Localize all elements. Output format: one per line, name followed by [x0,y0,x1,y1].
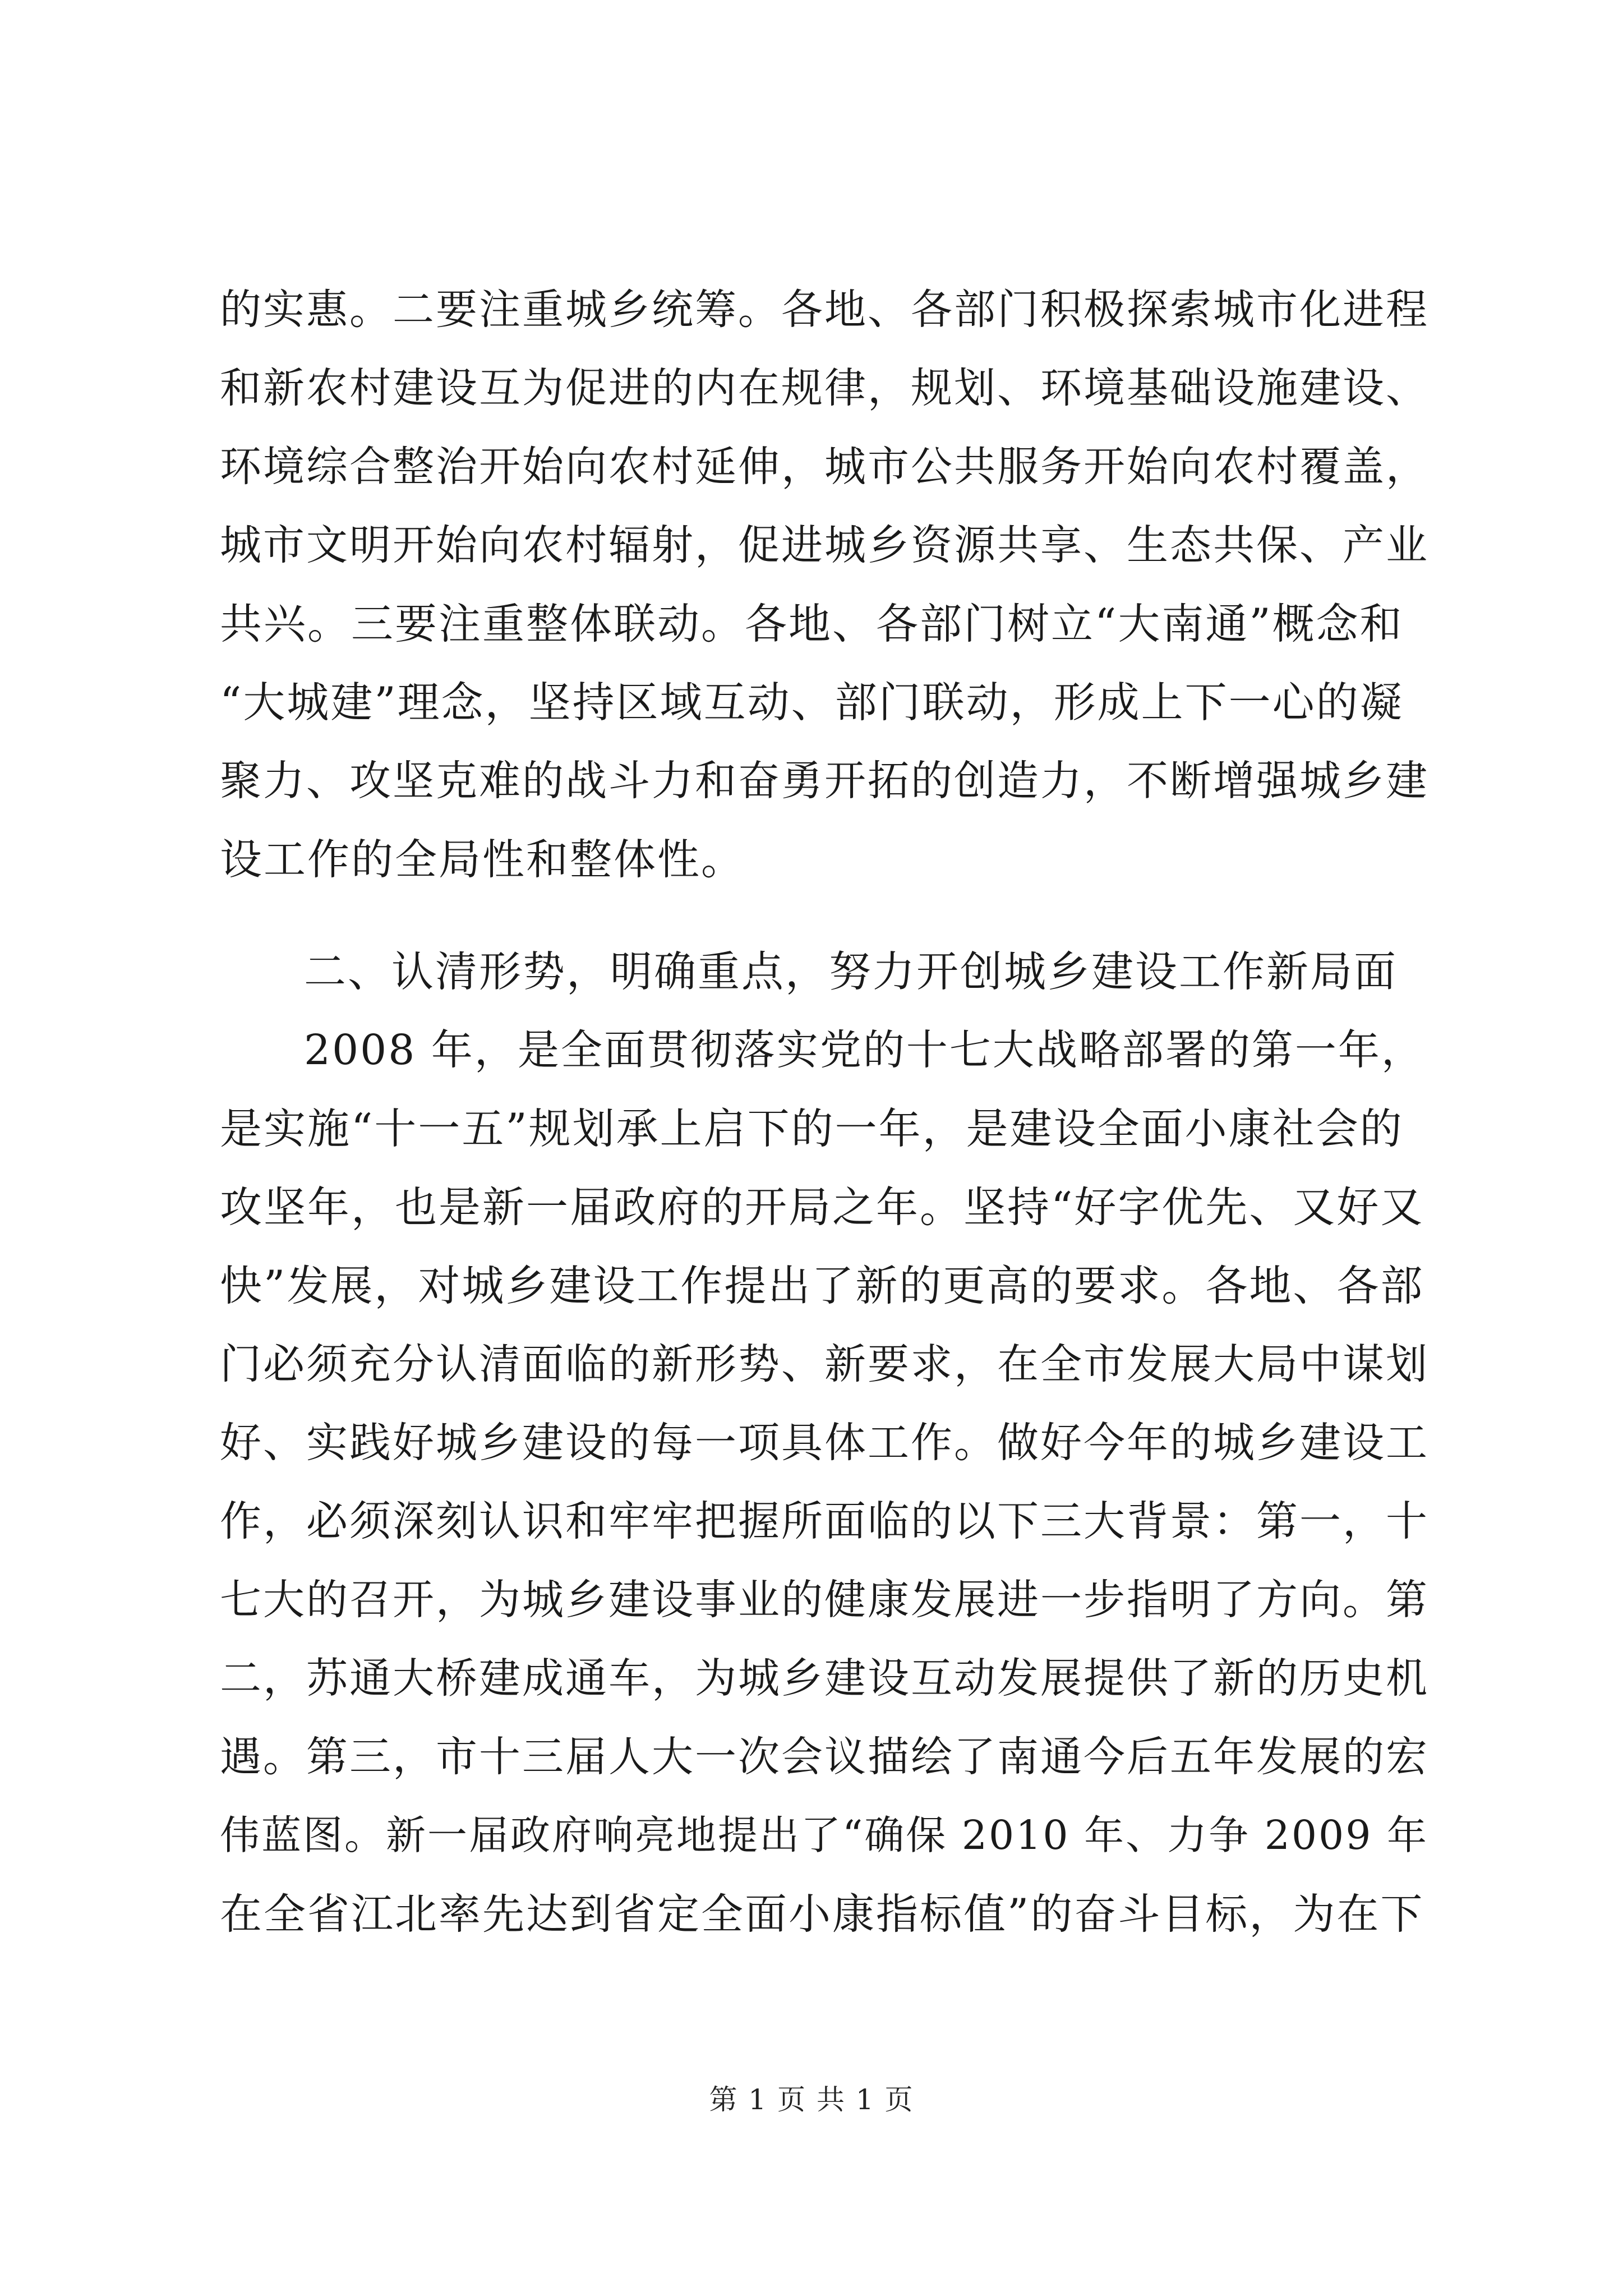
text-line: 的实惠。二要注重城乡统筹。各地、各部门积极探索城市化进程 [220,286,1429,334]
text-line: 攻坚年，也是新一届政府的开局之年。坚持“好字优先、又好又 [220,1182,1424,1232]
text-line: 设工作的全局性和整体性。 [220,835,745,884]
page-footer [0,2080,1623,2119]
text-line: 二，苏通大桥建成通车，为城乡建设互动发展提供了新的历史机 [220,1654,1429,1703]
text-line: 好、实践好城乡建设的每一项具体工作。做好今年的城乡建设工 [220,1419,1429,1467]
text-line: 城市文明开始向农村辐射，促进城乡资源共享、生态共保、产业 [220,521,1429,569]
text-line: 在全省江北率先达到省定全面小康指标值”的奋斗目标，为在下 [220,1889,1424,1939]
text-line: 是实施“十一五”规划承上启下的一年，是建设全面小康社会的 [220,1104,1404,1153]
text-line: 共兴。三要注重整体联动。各地、各部门树立“大南通”概念和 [220,599,1404,648]
text-line: 门必须充分认清面临的新形势、新要求，在全市发展大局中谋划 [220,1340,1429,1388]
text-line: 七大的召开，为城乡建设事业的健康发展进一步指明了方向。第 [220,1576,1429,1624]
text-line: 作，必须深刻认识和牢牢把握所面临的以下三大背景：第一，十 [220,1497,1429,1545]
text-line: 遇。第三，市十三届人大一次会议描绘了南通今后五年发展的宏 [220,1733,1429,1781]
text-line: 和新农村建设互为促进的内在规律，规划、环境基础设施建设、 [220,364,1429,412]
text-line: 环境综合整治开始向农村延伸，城市公共服务开始向农村覆盖， [220,443,1429,491]
text-line: 快”发展，对城乡建设工作提出了新的更高的要求。各地、各部 [220,1261,1424,1310]
page-indicator: 第 1 页 共 1 页 [709,2083,914,2116]
text-line: 聚力、攻坚克难的战斗力和奋勇开拓的创造力，不断增强城乡建 [220,757,1429,805]
paragraph-first-line: 2008 年，是全面贯彻落实党的十七大战略部署的第一年， [304,1026,1424,1074]
text-line: “大城建”理念，坚持区域互动、部门联动，形成上下一心的凝 [220,678,1404,727]
text-line: 伟蓝图。新一届政府响亮地提出了“确保 2010 年、力争 2009 年 [220,1812,1428,1858]
section-heading: 二、认清形势，明确重点，努力开创城乡建设工作新局面 [304,947,1398,996]
